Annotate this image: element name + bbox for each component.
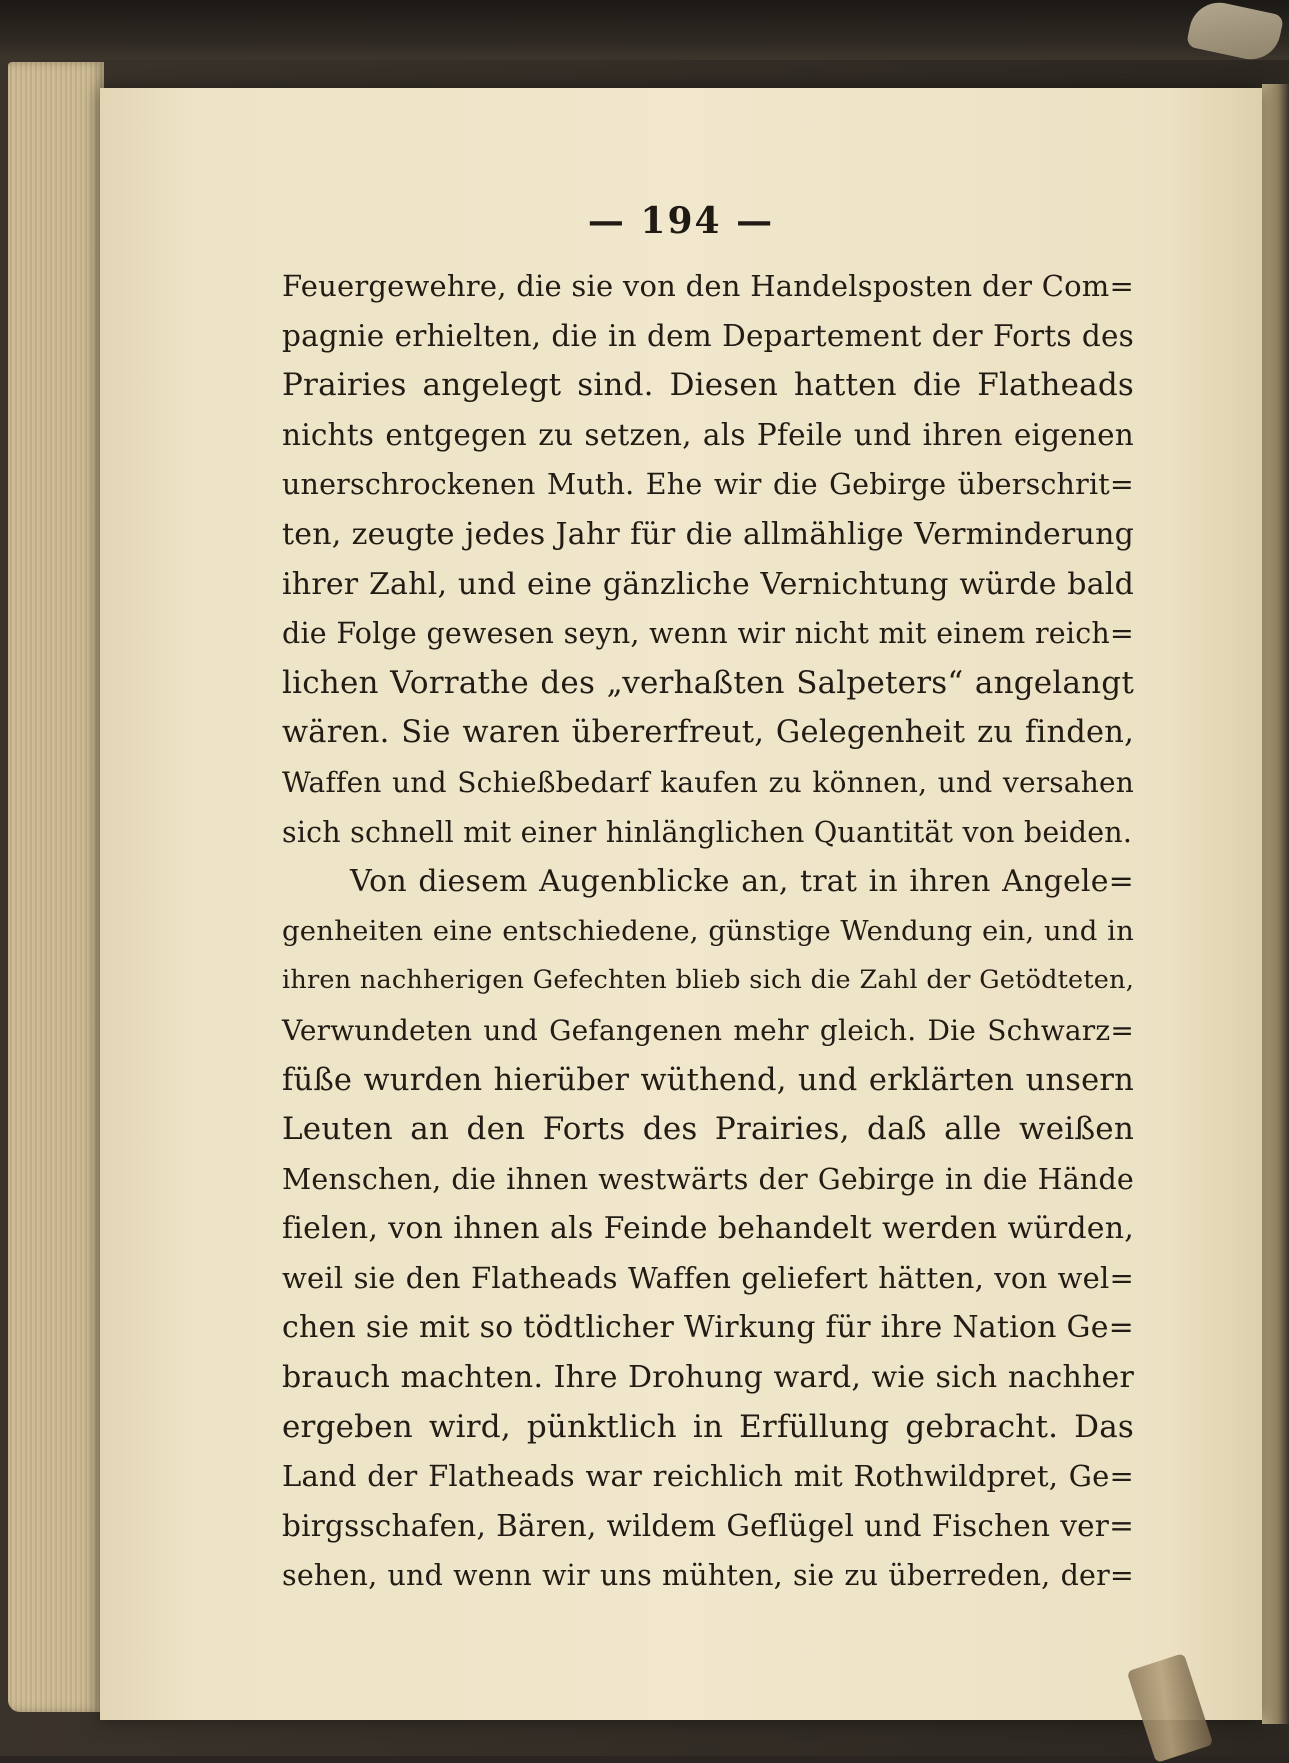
text-line: wären. Sie waren übererfreut, Gelegenheit zu finden, bbox=[282, 715, 1134, 751]
page-number: — 194 — bbox=[587, 200, 775, 242]
page-edge-right bbox=[1262, 84, 1289, 1724]
text-line: Menschen, die ihnen westwärts der Gebirge in die Hände bbox=[282, 1162, 1134, 1196]
page-body-text bbox=[282, 262, 1134, 1601]
text-line: ihrer Zahl, und eine gänzliche Vernichtung würde bald bbox=[282, 566, 1134, 602]
book-binding-top bbox=[0, 0, 1289, 60]
text-line: birgsschafen, Bären, wildem Geflügel und Fischen ver= bbox=[282, 1508, 1134, 1543]
text-line: füße wurden hierüber wüthend, und erklärten unsern bbox=[282, 1062, 1134, 1098]
text-line: Von diesem Augenblicke an, trat in ihren Angele= bbox=[350, 864, 1134, 900]
text-line: chen sie mit so tödtlicher Wirkung für ihre Nation Ge= bbox=[282, 1310, 1134, 1346]
text-line: Waffen und Schießbedarf kaufen zu können, und versahen bbox=[282, 765, 1134, 799]
text-line: die Folge gewesen seyn, wenn wir nicht mit einem reich= bbox=[282, 617, 1134, 651]
page-edges-left bbox=[8, 62, 104, 1712]
text-line: sehen, und wenn wir uns mühten, sie zu überreden, der= bbox=[282, 1559, 1134, 1593]
text-line: Leuten an den Forts des Prairies, daß alle weißen bbox=[282, 1111, 1134, 1148]
text-line: unerschrockenen Muth. Ehe wir die Gebirge überschrit= bbox=[282, 468, 1134, 502]
text-line: sich schnell mit einer hinlänglichen Quantität von beiden. bbox=[282, 815, 1133, 849]
text-line: ten, zeugte jedes Jahr für die allmählige Verminderung bbox=[282, 516, 1134, 552]
text-line: lichen Vorrathe des „verhaßten Salpeters“ angelangt bbox=[282, 664, 1134, 701]
text-line: genheiten eine entschiedene, günstige Wendung ein, und in bbox=[282, 914, 1134, 947]
text-line: weil sie den Flatheads Waffen geliefert hätten, von wel= bbox=[282, 1260, 1134, 1295]
text-line: fielen, von ihnen als Feinde behandelt werden würden, bbox=[282, 1211, 1134, 1247]
text-line: nichts entgegen zu setzen, als Pfeile und ihren eigenen bbox=[282, 417, 1134, 452]
text-line: pagnie erhielten, die in dem Departement der Forts des bbox=[282, 318, 1134, 353]
text-line: Feuergewehre, die sie von den Handelsposten der Com= bbox=[282, 269, 1134, 303]
text-line: Verwundeten und Gefangenen mehr gleich. Die Schwarz= bbox=[282, 1013, 1134, 1047]
text-line: brauch machten. Ihre Drohung ward, wie sich nachher bbox=[282, 1360, 1134, 1396]
text-line: Land der Flatheads war reichlich mit Rothwildpret, Ge= bbox=[282, 1459, 1134, 1494]
text-line: Prairies angelegt sind. Diesen hatten die Flatheads bbox=[282, 367, 1134, 404]
text-line: ergeben wird, pünktlich in Erfüllung gebracht. Das bbox=[282, 1408, 1134, 1445]
text-line: ihren nachherigen Gefechten blieb sich die Zahl der Getödteten, bbox=[282, 965, 1134, 996]
